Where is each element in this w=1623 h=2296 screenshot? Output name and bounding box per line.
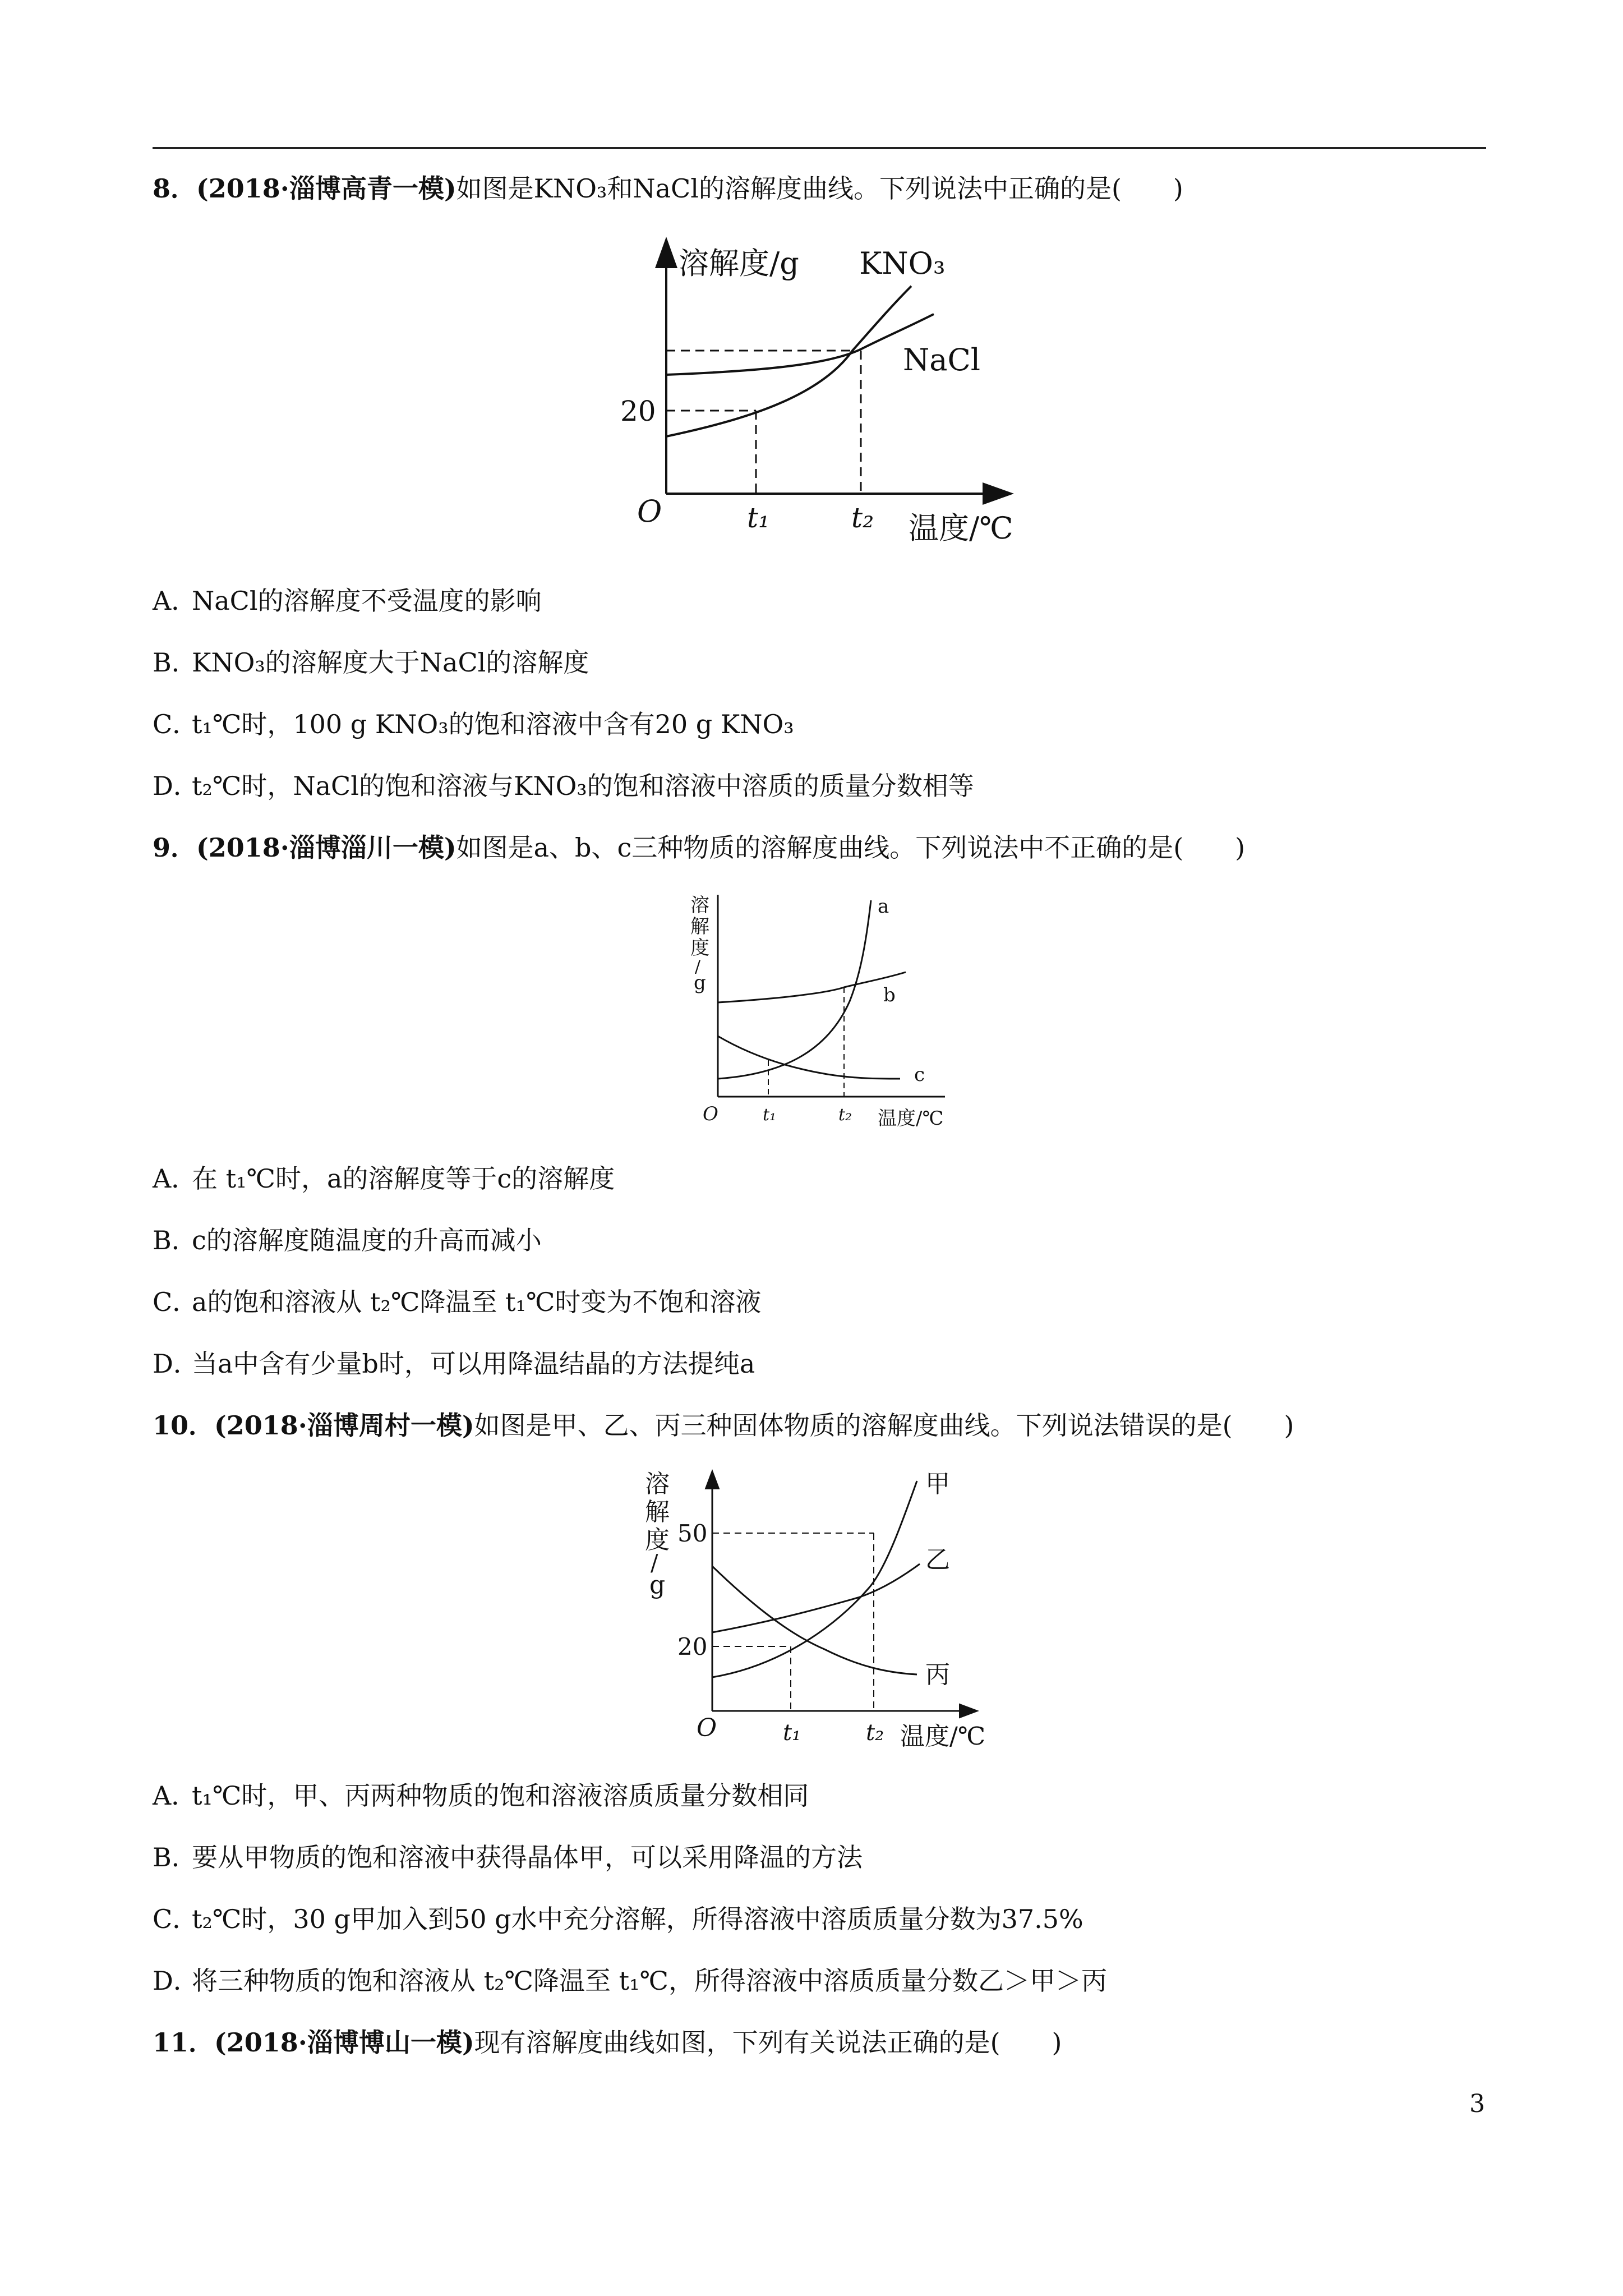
option-letter: C． [153, 1287, 199, 1317]
question-8 [153, 168, 1183, 205]
option-8d [153, 766, 974, 803]
y-label-char-1: 溶 [690, 894, 709, 917]
option-text: KNO₃的溶解度大于NaCl的溶解度 [192, 647, 589, 678]
curve-yi [712, 1564, 920, 1632]
option-letter: B． [153, 1842, 197, 1872]
option-letter: C． [153, 709, 199, 739]
solubility-chart-q10 [634, 1464, 1026, 1761]
series-label-yi: 乙 [925, 1545, 950, 1574]
solubility-chart-q8 [617, 236, 1043, 561]
curve-b [718, 972, 906, 1002]
y-tick-20: 20 [620, 395, 656, 427]
option-10c [153, 1899, 1083, 1936]
question-stem: 如图是甲、乙、丙三种固体物质的溶解度曲线。下列说法错误的是( ) [474, 1410, 1294, 1441]
option-8b [153, 642, 589, 679]
series-label-bing: 丙 [925, 1660, 950, 1689]
y-axis-label: 溶解度/g [679, 246, 799, 281]
option-text: t₂℃时，NaCl的饱和溶液与KNO₃的饱和溶液中溶质的质量分数相等 [192, 771, 974, 801]
question-number: 8． [153, 173, 197, 204]
y-label-char-3: 度 [690, 937, 709, 959]
option-9d [153, 1343, 755, 1381]
y-label-char-4: / [651, 1550, 658, 1576]
series-label-a: a [878, 895, 889, 918]
y-tick-20: 20 [677, 1633, 708, 1660]
option-text: 要从甲物质的饱和溶液中获得晶体甲，可以采用降温的方法 [192, 1842, 863, 1872]
origin-label: O [697, 1714, 717, 1742]
x-tick-t1: t₁ [747, 501, 770, 534]
question-source: (2018·淄博周村一模) [214, 1410, 474, 1441]
question-source: (2018·淄博淄川一模) [196, 832, 457, 863]
question-10 [153, 1405, 1294, 1442]
option-9b [153, 1220, 542, 1257]
y-label-char-4: / [695, 957, 701, 977]
y-label-char-5: g [649, 1571, 666, 1599]
option-letter: B． [153, 1225, 197, 1255]
question-number: 10． [153, 1410, 215, 1441]
option-8a [153, 581, 542, 618]
option-letter: A． [153, 1780, 197, 1811]
option-letter: A． [153, 1163, 197, 1194]
x-axis-label: 温度/℃ [909, 510, 1013, 546]
option-text: a的饱和溶液从 t₂℃降温至 t₁℃时变为不饱和溶液 [192, 1287, 762, 1317]
origin-label: O [703, 1103, 718, 1125]
page-number: 3 [1469, 2090, 1485, 2118]
option-text: t₂℃时，30 g甲加入到50 g水中充分溶解，所得溶液中溶质质量分数为37.5% [192, 1904, 1083, 1934]
option-text: t₁℃时，100 g KNO₃的饱和溶液中含有20 g KNO₃ [192, 709, 794, 739]
y-label-char-3: 度 [645, 1526, 670, 1554]
y-label-char-2: 解 [690, 915, 709, 938]
x-tick-t1: t₁ [763, 1105, 777, 1125]
question-stem: 如图是a、b、c三种物质的溶解度曲线。下列说法中不正确的是( ) [456, 832, 1246, 863]
option-letter: C． [153, 1904, 199, 1934]
option-9a [153, 1158, 615, 1195]
x-tick-t1: t₁ [783, 1720, 801, 1746]
curve-c [718, 1036, 900, 1079]
x-tick-t2: t₂ [866, 1720, 884, 1746]
y-tick-50: 50 [677, 1520, 708, 1547]
option-letter: A． [153, 586, 197, 616]
option-9c [153, 1282, 761, 1319]
question-source: (2018·淄博博山一模) [214, 2027, 474, 2058]
question-number: 9． [153, 832, 197, 863]
option-text: t₁℃时，甲、丙两种物质的饱和溶液溶质质量分数相同 [192, 1780, 809, 1811]
curve-a [718, 900, 871, 1079]
curve-bing [712, 1566, 917, 1674]
series-label-b: b [883, 984, 896, 1006]
series-label-c: c [914, 1064, 925, 1086]
curve-nacl [666, 314, 934, 375]
option-letter: B． [153, 647, 197, 678]
option-letter: D． [153, 1349, 199, 1379]
x-axis-label: 温度/℃ [900, 1722, 986, 1751]
curve-jia [712, 1481, 917, 1677]
question-number: 11． [153, 2027, 215, 2058]
question-source: (2018·淄博高青一模) [196, 173, 457, 204]
question-11 [153, 2022, 1062, 2059]
question-9 [153, 827, 1245, 864]
y-label-char-2: 解 [645, 1498, 670, 1526]
header-rule [153, 147, 1486, 149]
option-text: c的溶解度随温度的升高而减小 [192, 1225, 542, 1255]
question-stem: 如图是KNO₃和NaCl的溶解度曲线。下列说法中正确的是( ) [456, 173, 1183, 204]
option-10a [153, 1775, 809, 1812]
y-label-char-5: g [694, 972, 706, 994]
series-label-jia: 甲 [925, 1470, 950, 1498]
origin-label: O [637, 494, 662, 529]
option-8c [153, 704, 794, 741]
option-letter: D． [153, 1966, 199, 1996]
option-10d [153, 1961, 1107, 1998]
option-letter: D． [153, 771, 199, 801]
question-stem: 现有溶解度曲线如图，下列有关说法正确的是( ) [474, 2027, 1062, 2058]
y-label-char-1: 溶 [645, 1470, 670, 1498]
x-tick-t2: t₂ [838, 1105, 852, 1125]
x-axis-label: 温度/℃ [878, 1107, 944, 1130]
series-label-nacl: NaCl [903, 342, 981, 378]
option-text: 将三种物质的饱和溶液从 t₂℃降温至 t₁℃，所得溶液中溶质质量分数乙＞甲＞丙 [192, 1966, 1108, 1996]
option-text: 在 t₁℃时，a的溶解度等于c的溶解度 [192, 1163, 615, 1194]
x-tick-t2: t₂ [851, 501, 874, 534]
curve-kno3 [666, 286, 911, 436]
option-10b [153, 1837, 863, 1874]
solubility-chart-q9 [681, 889, 973, 1147]
option-text: 当a中含有少量b时，可以用降温结晶的方法提纯a [192, 1349, 755, 1379]
series-label-kno3: KNO₃ [859, 246, 946, 281]
option-text: NaCl的溶解度不受温度的影响 [192, 586, 542, 616]
